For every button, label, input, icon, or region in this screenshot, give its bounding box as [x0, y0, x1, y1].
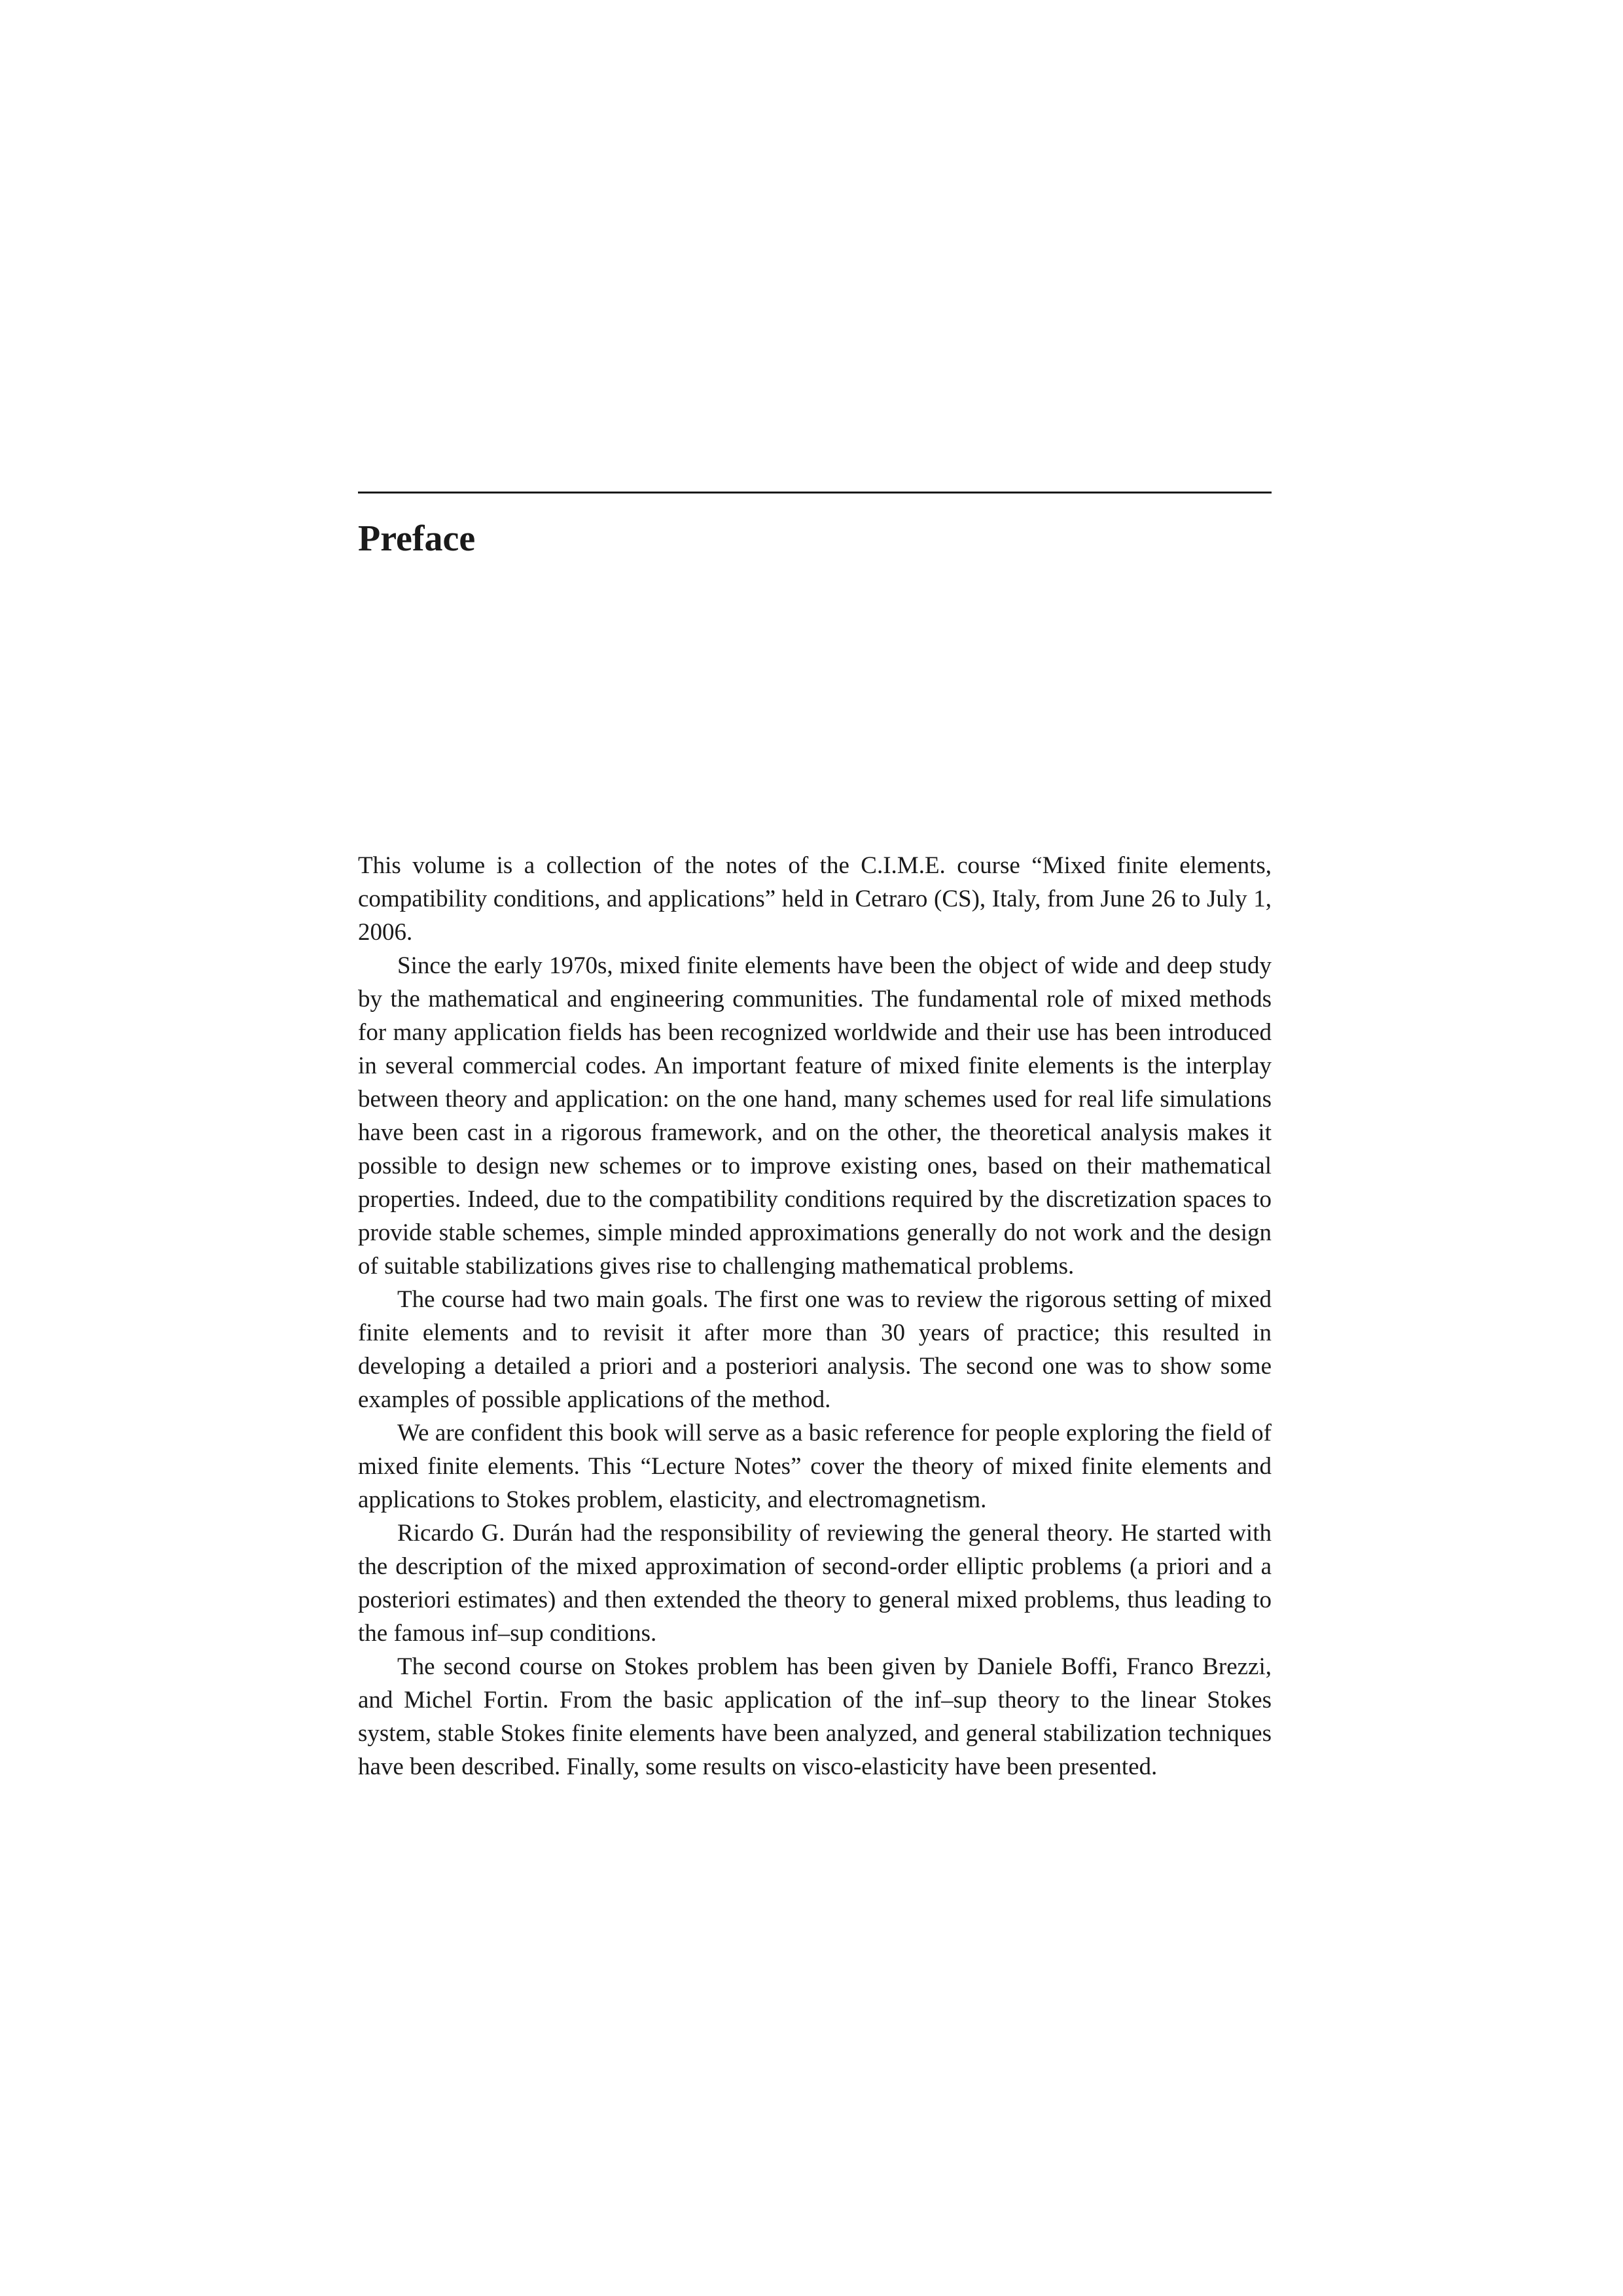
title-rule [358, 492, 1272, 493]
preface-body [358, 849, 1272, 1784]
page-title: Preface [358, 518, 476, 559]
paragraph-2: Since the early 1970s, mixed finite elements have been the object of wide and deep study by the mathematical and engineering communities. The fundamental role of mixed methods for many application fields has been recognized worldwide and their use has been introduced in several commercial codes. An important feature of mixed finite elements is the interplay between theory and application: on the one hand, many schemes used for real life simulations have been cast in a rigorous framework, and on the other, the theoretical analysis makes it possible to design new schemes or to improve existing ones, based on their mathematical properties. Indeed, due to the compatibility conditions required by the discretization spaces to provide stable schemes, simple minded approximations generally do not work and the design of suitable stabilizations gives rise to challenging mathematical problems. [358, 952, 1272, 1280]
paragraph-5: Ricardo G. Durán had the responsibility of reviewing the general theory. He started with the description of the mixed approximation of second-order elliptic problems (a priori and a posteriori estimates) and then extended the theory to general mixed problems, thus leading to the famous inf–sup conditions. [358, 1520, 1272, 1647]
paragraph-6: The second course on Stokes problem has been given by Daniele Boffi, Franco Brezzi, and Michel Fortin. From the basic application of the inf–sup theory to the linear Stokes system, stable Stokes finite elements have been analyzed, and general stabilization techniques have been described. Finally, some results on visco-elasticity have been presented. [358, 1653, 1272, 1780]
paragraph-4: We are confident this book will serve as a basic reference for people exploring the field of mixed finite elements. This “Lecture Notes” cover the theory of mixed finite elements and applications to Stokes problem, elasticity, and electromagnetism. [358, 1420, 1272, 1513]
paragraph-3: The course had two main goals. The first one was to review the rigorous setting of mixed finite elements and to revisit it after more than 30 years of practice; this resulted in developing a detailed a priori and a posteriori analysis. The second one was to show some examples of possible applications of the method. [358, 1286, 1272, 1413]
paragraph-1: This volume is a collection of the notes of the C.I.M.E. course “Mixed finite elements, compatibility conditions, and applications” held in Cetraro (CS), Italy, from June 26 to July 1, 2006. [358, 852, 1272, 946]
